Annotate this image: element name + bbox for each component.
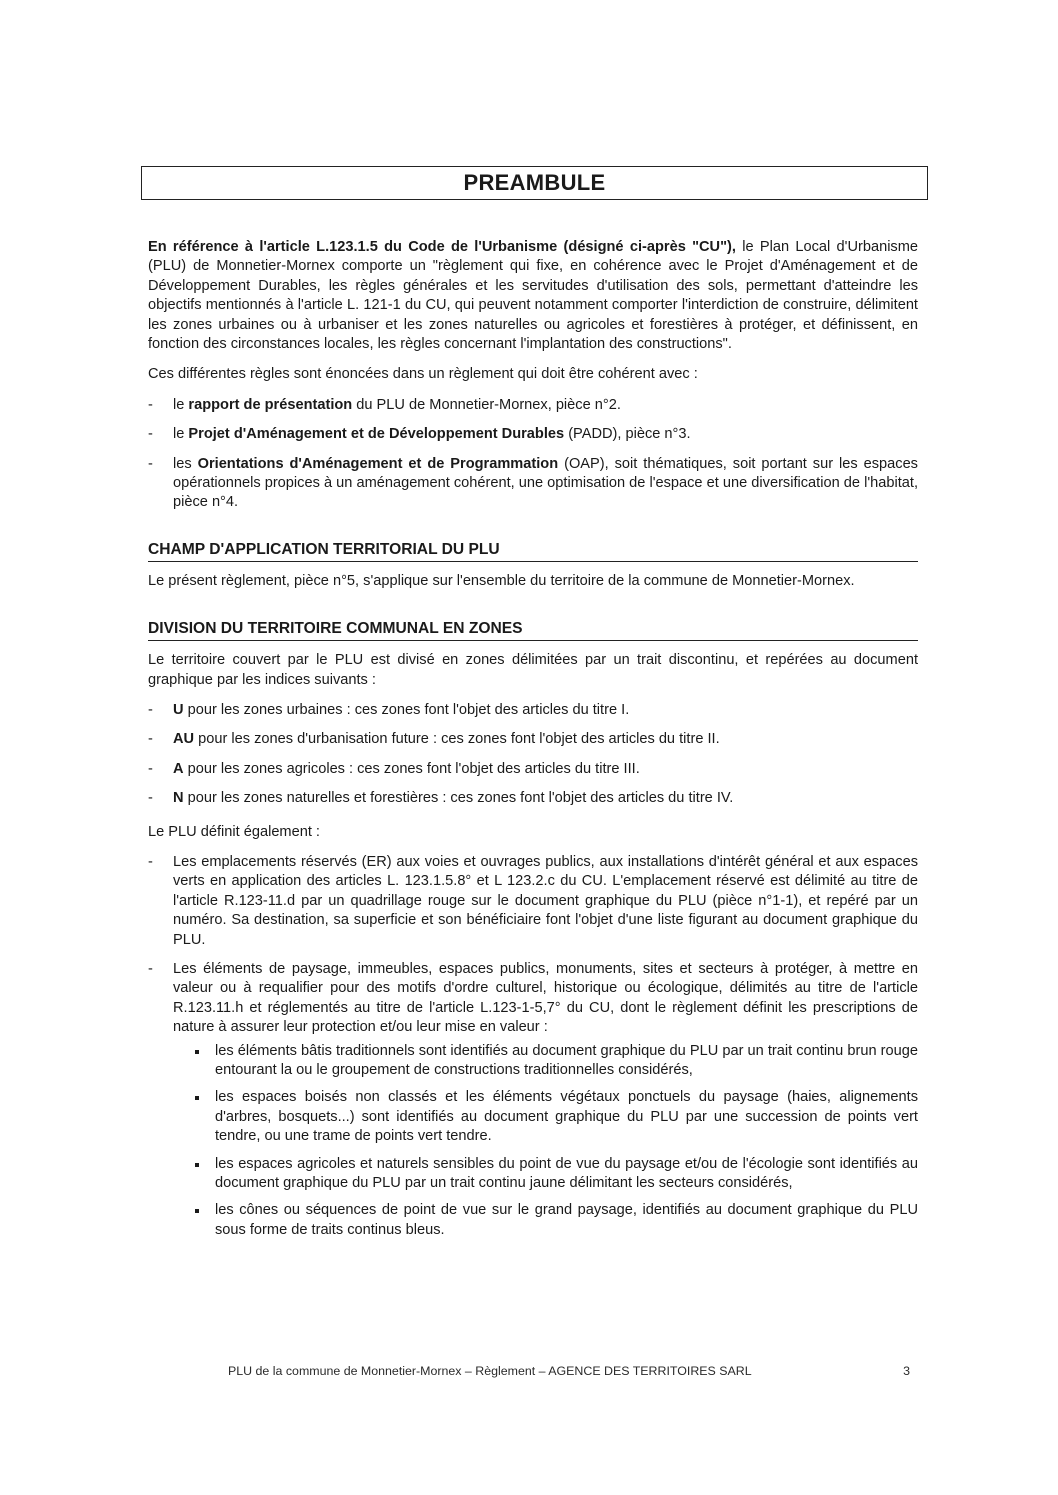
- zones-list: [148, 701, 918, 809]
- zone-item-au: [148, 730, 918, 749]
- section-heading-champ: CHAMP D'APPLICATION TERRITORIAL DU PLU: [148, 540, 918, 562]
- list-item: [148, 396, 918, 415]
- item-bold: Projet d'Aménagement et de Développement Durables: [188, 426, 565, 443]
- sub-item: les cônes ou séquences de point de vue sur le grand paysage, identifiés au document graphique du PLU sous forme de traits continus bleus.: [173, 1201, 918, 1240]
- document-body: [148, 238, 918, 1250]
- rules-intro: Ces différentes règles sont énoncées dans un règlement qui doit être cohérent avec :: [148, 366, 698, 383]
- section-paragraph: Le territoire couvert par le PLU est divisé en zones délimitées par un trait discontinu, et repérées au document graphique par les indices suivants :: [148, 652, 918, 688]
- page-title: PREAMBULE: [463, 170, 606, 195]
- sub-item: les espaces boisés non classés et les éléments végétaux ponctuels du paysage (haies, alignements d'arbres, bosquets...) sont identifiés au document graphique du PLU par une succession de points vert tendre, ou une trame de points vert tendre.: [173, 1088, 918, 1146]
- item-prefix: le: [173, 426, 189, 443]
- zone-code: AU: [173, 731, 195, 748]
- definitions-list: [148, 853, 918, 1240]
- item-bold: Orientations d'Aménagement et de Programmation: [197, 455, 559, 472]
- zone-code: N: [173, 790, 184, 807]
- item-bold: rapport de présentation: [188, 396, 353, 413]
- document-list: [148, 396, 918, 513]
- definition-text: Les éléments de paysage, immeubles, espaces publics, monuments, sites et secteurs à protéger, à mettre en valeur ou à requalifier pour des motifs d'ordre culturel, historique ou écologique, délimités au titre de l'article R.123.11.h et réglementés au titre de l'article L.123-1-5,7° du CU, dont le règlement définit les prescriptions de nature à assurer leur protection et/ou leur mise en valeur :: [173, 960, 918, 1036]
- zone-item-a: [148, 760, 918, 779]
- sub-item: les espaces agricoles et naturels sensibles du point de vue du paysage et/ou de l'écologie sont identifiés au document graphique du PLU par un trait continu jaune délimitant les secteurs considérés,: [173, 1155, 918, 1194]
- zone-code: U: [173, 701, 184, 718]
- footer-text: PLU de la commune de Monnetier-Mornex – Règlement – AGENCE DES TERRITOIRES SARL: [228, 1364, 752, 1378]
- definition-item: [148, 853, 918, 950]
- zone-text: pour les zones naturelles et forestières : ces zones font l'objet des articles du titre IV.: [183, 790, 734, 807]
- list-item: [148, 455, 918, 513]
- item-text: (PADD), pièce n°3.: [564, 426, 691, 443]
- also-paragraph: Le PLU définit également :: [148, 823, 320, 840]
- definition-text: Les emplacements réservés (ER) aux voies et ouvrages publics, aux installations d'intérêt général et aux espaces verts en application des articles L. 123.1.5.8° et L 123.2.c du CU. L'emplacement réservé est délimité au titre de l'article R.123-11.d par un quadrillage rouge sur le document graphique du PLU (pièce n°1-1), et repéré par un numéro. Sa destination, sa superficie et son bénéficiaire font l'objet d'une liste figurant au document graphique du PLU.: [173, 853, 918, 948]
- intro-paragraph: [148, 238, 918, 354]
- definition-item: [148, 960, 918, 1240]
- page-number: 3: [903, 1364, 910, 1378]
- zone-item-u: [148, 701, 918, 720]
- sub-list: [173, 1042, 918, 1241]
- zone-text: pour les zones d'urbanisation future : ces zones font l'objet des articles du titre II.: [194, 731, 720, 748]
- title-box: [141, 166, 928, 200]
- item-text: du PLU de Monnetier-Mornex, pièce n°2.: [352, 396, 621, 413]
- list-item: [148, 425, 918, 444]
- zone-code: A: [173, 760, 184, 777]
- sub-item: les éléments bâtis traditionnels sont identifiés au document graphique du PLU par un trait continu brun rouge entourant la ou le groupement de constructions traditionnelles considérés,: [173, 1042, 918, 1081]
- section-paragraph: Le présent règlement, pièce n°5, s'applique sur l'ensemble du territoire de la commune de Monnetier-Mornex.: [148, 573, 855, 590]
- item-prefix: les: [173, 455, 198, 472]
- item-prefix: le: [173, 396, 189, 413]
- intro-text: le Plan Local d'Urbanisme (PLU) de Monnetier-Mornex comporte un "règlement qui fixe, en cohérence avec le Projet d'Aménagement et de Développement Durables, les règles générales et les servitudes d'utilisation des sols, permettant d'atteindre les objectifs mentionnés à l'article L. 121-1 du CU, qui peuvent notamment comporter l'interdiction de construire, délimitent les zones urbaines ou à urbaniser et les zones naturelles ou agricoles et forestières à protéger, et définissent, en fonction des circonstances locales, les règles concernant l'implantation des constructions".: [148, 239, 919, 353]
- item-text: (OAP), soit thématiques, soit portant sur les espaces opérationnels propices à un aménagement cohérent, une optimisation de l'espace et une diversification de l'habitat, pièce n°4.: [173, 455, 918, 511]
- zone-text: pour les zones urbaines : ces zones font l'objet des articles du titre I.: [183, 701, 630, 718]
- intro-lead: En référence à l'article L.123.1.5 du Code de l'Urbanisme (désigné ci-après "CU"),: [148, 239, 736, 255]
- zone-text: pour les zones agricoles : ces zones font l'objet des articles du titre III.: [183, 760, 640, 777]
- section-heading-division: DIVISION DU TERRITOIRE COMMUNAL EN ZONES: [148, 619, 918, 641]
- zone-item-n: [148, 789, 918, 808]
